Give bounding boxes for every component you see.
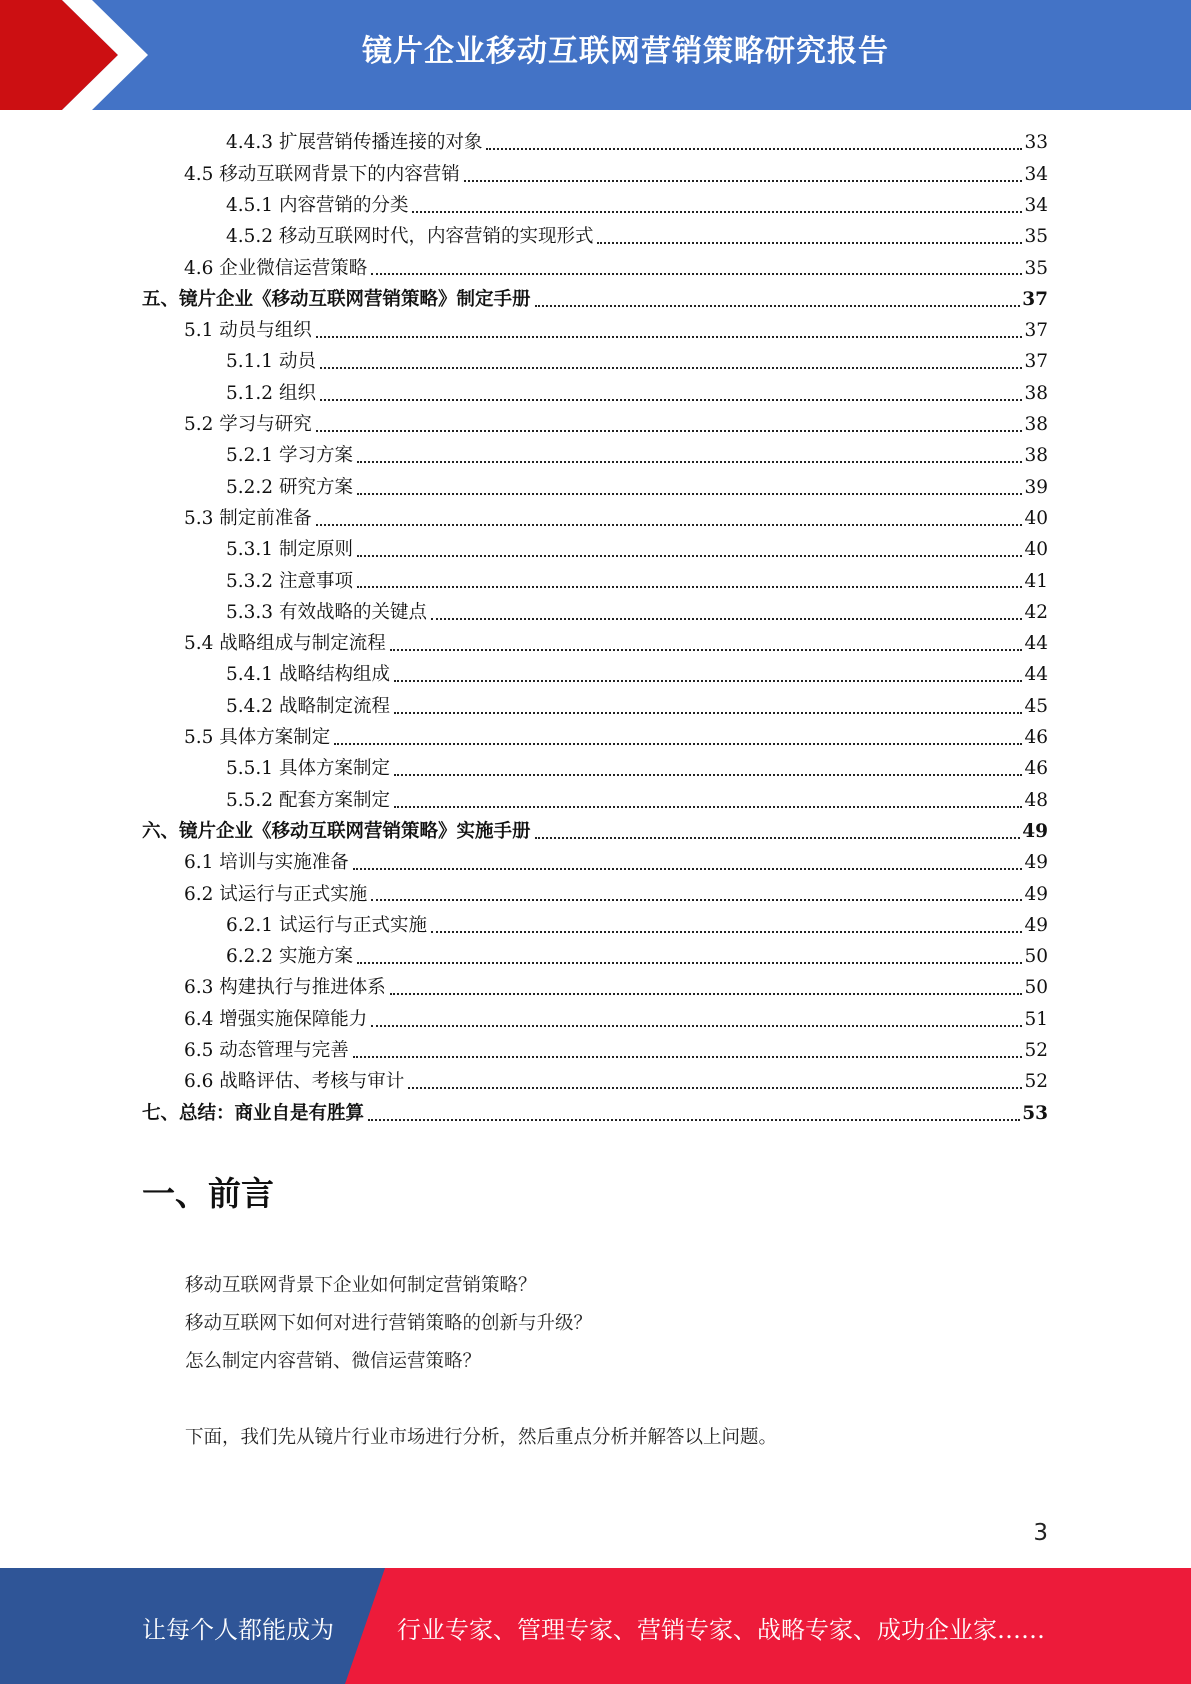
toc-entry[interactable] xyxy=(142,253,1048,284)
report-title: 镜片企业移动互联网营销策略研究报告 xyxy=(362,34,889,69)
toc-dot-leader xyxy=(371,273,1022,275)
toc-dot-leader xyxy=(357,962,1023,964)
toc-entry-label: 5.2.2 研究方案 xyxy=(226,476,353,498)
toc-dot-leader xyxy=(371,1025,1022,1027)
toc-entry-label: 5.4.1 战略结构组成 xyxy=(226,664,390,686)
toc-dot-leader xyxy=(390,649,1023,651)
toc-entry[interactable] xyxy=(142,1098,1048,1129)
toc-dot-leader xyxy=(357,555,1023,557)
toc-entry-label: 4.5.1 内容营销的分类 xyxy=(226,194,409,216)
toc-entry[interactable] xyxy=(142,817,1048,848)
toc-entry[interactable] xyxy=(142,942,1048,973)
toc-entry-page: 40 xyxy=(1024,539,1048,561)
toc-entry-page: 38 xyxy=(1024,382,1048,404)
toc-entry-page: 50 xyxy=(1024,946,1048,968)
toc-entry[interactable] xyxy=(142,316,1048,347)
toc-entry-page: 38 xyxy=(1024,445,1048,467)
toc-entry[interactable] xyxy=(142,159,1048,190)
toc-entry-page: 42 xyxy=(1024,601,1048,623)
toc-entry[interactable] xyxy=(142,347,1048,378)
toc-entry[interactable] xyxy=(142,504,1048,535)
toc-entry-label: 5.2 学习与研究 xyxy=(184,414,312,436)
toc-entry-page: 52 xyxy=(1024,1071,1048,1093)
toc-entry-label: 5.1.1 动员 xyxy=(226,351,316,373)
toc-entry-page: 35 xyxy=(1024,257,1048,279)
page-header xyxy=(0,0,1191,110)
toc-dot-leader xyxy=(353,868,1023,870)
toc-entry-label: 5.4 战略组成与制定流程 xyxy=(184,633,386,655)
toc-entry-page: 38 xyxy=(1024,414,1048,436)
section-heading: 一、前言 xyxy=(142,1174,274,1213)
toc-dot-leader xyxy=(316,524,1023,526)
toc-entry[interactable] xyxy=(142,1067,1048,1098)
toc-entry[interactable] xyxy=(142,441,1048,472)
footer-slogan-right: 行业专家、管理专家、营销专家、战略专家、成功企业家…… xyxy=(397,1616,1045,1644)
toc-dot-leader xyxy=(371,899,1022,901)
toc-entry-label: 4.5.2 移动互联网时代，内容营销的实现形式 xyxy=(226,226,594,248)
toc-entry-label: 4.5 移动互联网背景下的内容营销 xyxy=(184,163,460,185)
toc-entry[interactable] xyxy=(142,973,1048,1004)
toc-dot-leader xyxy=(464,180,1023,182)
toc-entry-page: 34 xyxy=(1024,163,1048,185)
toc-dot-leader xyxy=(431,618,1022,620)
toc-entry-page: 51 xyxy=(1024,1008,1048,1030)
toc-entry[interactable] xyxy=(142,191,1048,222)
toc-dot-leader xyxy=(316,336,1023,338)
toc-dot-leader xyxy=(357,586,1023,588)
closing-paragraph: 下面，我们先从镜片行业市场进行分析，然后重点分析并解答以上问题。 xyxy=(185,1427,778,1448)
toc-entry[interactable] xyxy=(142,597,1048,628)
toc-entry-label: 6.6 战略评估、考核与审计 xyxy=(184,1071,405,1093)
toc-entry[interactable] xyxy=(142,629,1048,660)
toc-entry[interactable] xyxy=(142,472,1048,503)
toc-entry-label: 6.2.1 试运行与正式实施 xyxy=(226,914,427,936)
toc-dot-leader xyxy=(394,774,1022,776)
toc-entry-page: 37 xyxy=(1024,320,1048,342)
question-2: 移动互联网下如何对进行营销策略的创新与升级？ xyxy=(185,1313,593,1334)
toc-dot-leader xyxy=(535,305,1021,307)
toc-dot-leader xyxy=(394,712,1022,714)
toc-entry[interactable] xyxy=(142,378,1048,409)
toc-dot-leader xyxy=(394,680,1022,682)
toc-entry[interactable] xyxy=(142,910,1048,941)
toc-entry-label: 4.6 企业微信运营策略 xyxy=(184,257,368,279)
toc-entry-label: 5.1.2 组织 xyxy=(226,382,316,404)
toc-dot-leader xyxy=(431,931,1022,933)
toc-entry-label: 5.1 动员与组织 xyxy=(184,320,312,342)
toc-entry-page: 45 xyxy=(1024,695,1048,717)
toc-dot-leader xyxy=(597,242,1022,244)
toc-dot-leader xyxy=(408,1087,1022,1089)
toc-entry-label: 6.3 构建执行与推进体系 xyxy=(184,977,386,999)
toc-entry-page: 44 xyxy=(1024,633,1048,655)
toc-entry-page: 35 xyxy=(1024,226,1048,248)
toc-entry-page: 49 xyxy=(1024,883,1048,905)
toc-entry-label: 5.3.1 制定原则 xyxy=(226,539,353,561)
toc-entry-page: 49 xyxy=(1024,852,1048,874)
toc-dot-leader xyxy=(320,367,1023,369)
toc-dot-leader xyxy=(316,430,1023,432)
toc-entry-label: 5.3 制定前准备 xyxy=(184,507,312,529)
toc-entry-page: 37 xyxy=(1022,288,1048,310)
toc-entry[interactable] xyxy=(142,284,1048,315)
toc-entry-label: 七、总结：商业自是有胜算 xyxy=(142,1102,365,1124)
page-number: 3 xyxy=(1033,1520,1048,1546)
toc-dot-leader xyxy=(412,211,1022,213)
toc-entry-page: 33 xyxy=(1024,132,1048,154)
toc-entry-label: 5.4.2 战略制定流程 xyxy=(226,695,390,717)
toc-entry[interactable] xyxy=(142,723,1048,754)
toc-entry[interactable] xyxy=(142,691,1048,722)
toc-entry-page: 52 xyxy=(1024,1040,1048,1061)
toc-entry-label: 六、镜片企业《移动互联网营销策略》实施手册 xyxy=(142,820,531,842)
toc-entry-label: 5.3.3 有效战略的关键点 xyxy=(226,601,427,623)
toc-entry[interactable] xyxy=(142,660,1048,691)
toc-dot-leader xyxy=(357,493,1023,495)
toc-entry[interactable] xyxy=(142,879,1048,910)
toc-dot-leader xyxy=(390,993,1023,995)
toc-entry-page: 34 xyxy=(1024,194,1048,216)
toc-dot-leader xyxy=(334,743,1022,745)
toc-dot-leader xyxy=(535,837,1021,839)
toc-entry-label: 5.3.2 注意事项 xyxy=(226,570,353,592)
toc-entry[interactable] xyxy=(142,410,1048,441)
toc-entry[interactable] xyxy=(142,1004,1048,1035)
toc-entry[interactable] xyxy=(142,535,1048,566)
toc-entry-page: 41 xyxy=(1024,570,1048,592)
toc-entry-page: 44 xyxy=(1024,664,1048,686)
toc-entry-page: 48 xyxy=(1024,789,1048,811)
table-of-contents xyxy=(142,128,1048,1130)
footer-slogan-left: 让每个人都能成为 xyxy=(142,1616,334,1644)
toc-entry-page: 49 xyxy=(1022,820,1048,842)
toc-dot-leader xyxy=(486,148,1022,150)
toc-entry[interactable] xyxy=(142,566,1048,597)
toc-entry-label: 4.4.3 扩展营销传播连接的对象 xyxy=(226,132,483,154)
toc-entry[interactable] xyxy=(142,222,1048,253)
toc-entry-page: 39 xyxy=(1024,476,1048,498)
toc-dot-leader xyxy=(353,1056,1023,1058)
toc-entry-label: 5.5.2 配套方案制定 xyxy=(226,789,390,811)
toc-entry-page: 53 xyxy=(1022,1102,1048,1124)
toc-dot-leader xyxy=(394,806,1022,808)
toc-entry[interactable] xyxy=(142,848,1048,879)
toc-entry-label: 5.5 具体方案制定 xyxy=(184,727,331,749)
toc-dot-leader xyxy=(368,1119,1020,1121)
toc-entry-page: 46 xyxy=(1024,727,1048,749)
toc-entry-label: 6.4 增强实施保障能力 xyxy=(184,1008,368,1030)
page-footer xyxy=(0,1568,1191,1684)
toc-entry-label: 5.5.1 具体方案制定 xyxy=(226,758,390,780)
question-3: 怎么制定内容营销、微信运营策略？ xyxy=(185,1351,482,1372)
toc-entry-page: 49 xyxy=(1024,914,1048,936)
toc-entry-label: 5.2.1 学习方案 xyxy=(226,445,353,467)
toc-entry-page: 46 xyxy=(1024,758,1048,780)
toc-entry-label: 五、镜片企业《移动互联网营销策略》制定手册 xyxy=(142,288,531,310)
toc-entry-page: 37 xyxy=(1024,351,1048,373)
toc-entry-label: 6.2.2 实施方案 xyxy=(226,946,353,968)
toc-entry-label: 6.1 培训与实施准备 xyxy=(184,852,349,874)
toc-entry-page: 50 xyxy=(1024,977,1048,999)
toc-dot-leader xyxy=(357,461,1023,463)
toc-entry[interactable] xyxy=(142,128,1048,159)
toc-entry[interactable] xyxy=(142,754,1048,785)
toc-entry-label: 6.2 试运行与正式实施 xyxy=(184,883,368,905)
toc-entry[interactable] xyxy=(142,785,1048,816)
toc-entry[interactable] xyxy=(142,1036,1048,1067)
toc-entry-page: 40 xyxy=(1024,507,1048,529)
toc-entry-label: 6.5 动态管理与完善 xyxy=(184,1040,349,1061)
toc-dot-leader xyxy=(320,399,1023,401)
question-1: 移动互联网背景下企业如何制定营销策略？ xyxy=(185,1275,537,1296)
